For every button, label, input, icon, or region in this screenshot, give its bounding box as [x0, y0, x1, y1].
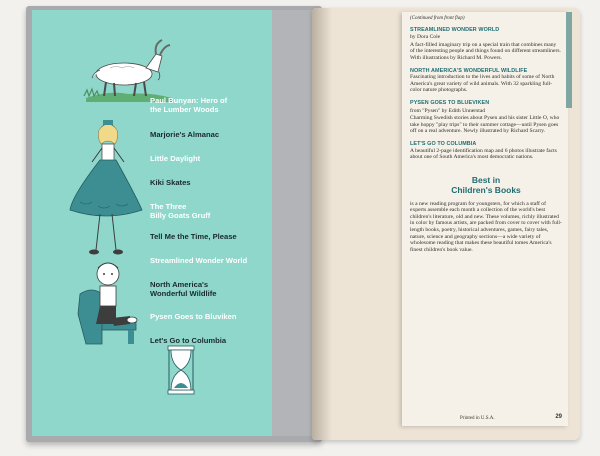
book-title: Kiki Skates — [150, 178, 191, 187]
book-title: Pysen Goes to Bluviken — [150, 312, 237, 321]
book-title: The Three Billy Goats Gruff — [150, 202, 211, 220]
girl-illustration — [66, 118, 146, 262]
flap-teal-edge — [566, 12, 572, 108]
book-title: Marjorie's Almanac — [150, 130, 220, 139]
book-title: Tell Me the Time, Please — [150, 232, 237, 241]
flap-entry — [410, 100, 562, 135]
flap-text — [410, 16, 562, 253]
flap-entry — [410, 141, 562, 161]
entry-description: Fascinating introduction to the lives and habits of some of North America's great variety of wild animals. With 32 sparkling full-color nature photographs. — [410, 74, 555, 94]
entry-description: A fact-filled imaginary trip on a special train that combines many of the interesting people and things found on different streamliners. With illustrations by Richard M. Powers. — [410, 41, 561, 61]
program-description: is a new reading program for youngsters, for which a staff of experts assemble each month a collection of the world's best children's literature, old and new. These volumes, richly illustrated in color by famous artists, are packed from cover to cover with full-length books, poetry, historical adventures, games, fairy tales, nature, science and geography sections—a wide variety of wholesome reading that makes these beautiful tomes America's finest children's book value. — [410, 200, 562, 253]
book-title: Streamlined Wonder World — [150, 256, 248, 265]
spine-shadow — [312, 8, 332, 440]
book-title: Paul Bunyan: Hero of the Lumber Woods — [150, 96, 228, 114]
boy-illustration — [72, 258, 148, 348]
book-title: Little Daylight — [150, 154, 201, 163]
entry-author: by Dora Cole — [410, 34, 441, 41]
best-in-childrens-books-heading: Best in Children's Books — [451, 174, 521, 195]
book-title: Let's Go to Columbia — [150, 336, 227, 345]
entry-heading: PYSEN GOES TO BLUEVIKEN — [410, 99, 490, 106]
flap-entry — [410, 27, 562, 62]
flap-entry — [410, 68, 562, 94]
printed-in-usa: Printed in U.S.A. — [460, 416, 495, 421]
book-title: North America's Wonderful Wildlife — [150, 280, 217, 298]
entry-description: A beautiful 2-page identification map and 6 photos illustrate facts about one of South America's most democratic nations. — [410, 147, 557, 161]
entry-heading: STREAMLINED WONDER WORLD — [410, 26, 500, 33]
entry-heading: LET'S GO TO COLUMBIA — [410, 140, 477, 147]
entry-author: from "Pysen" by Edith Unnerstad — [410, 107, 486, 114]
entry-heading: NORTH AMERICA'S WONDERFUL WILDLIFE — [410, 67, 528, 74]
flap-page-number: 29 — [555, 414, 562, 420]
continued-note: (Continued from front flap) — [410, 16, 465, 21]
hourglass-illustration — [166, 344, 196, 396]
entry-description: Charming Swedish stories about Pysen and his sister Little O, who take hoppy "play trips" to their summer cottage—until Pysen goes off on a real adventure. Newly illustrated by Richard Scarry. — [410, 115, 560, 135]
